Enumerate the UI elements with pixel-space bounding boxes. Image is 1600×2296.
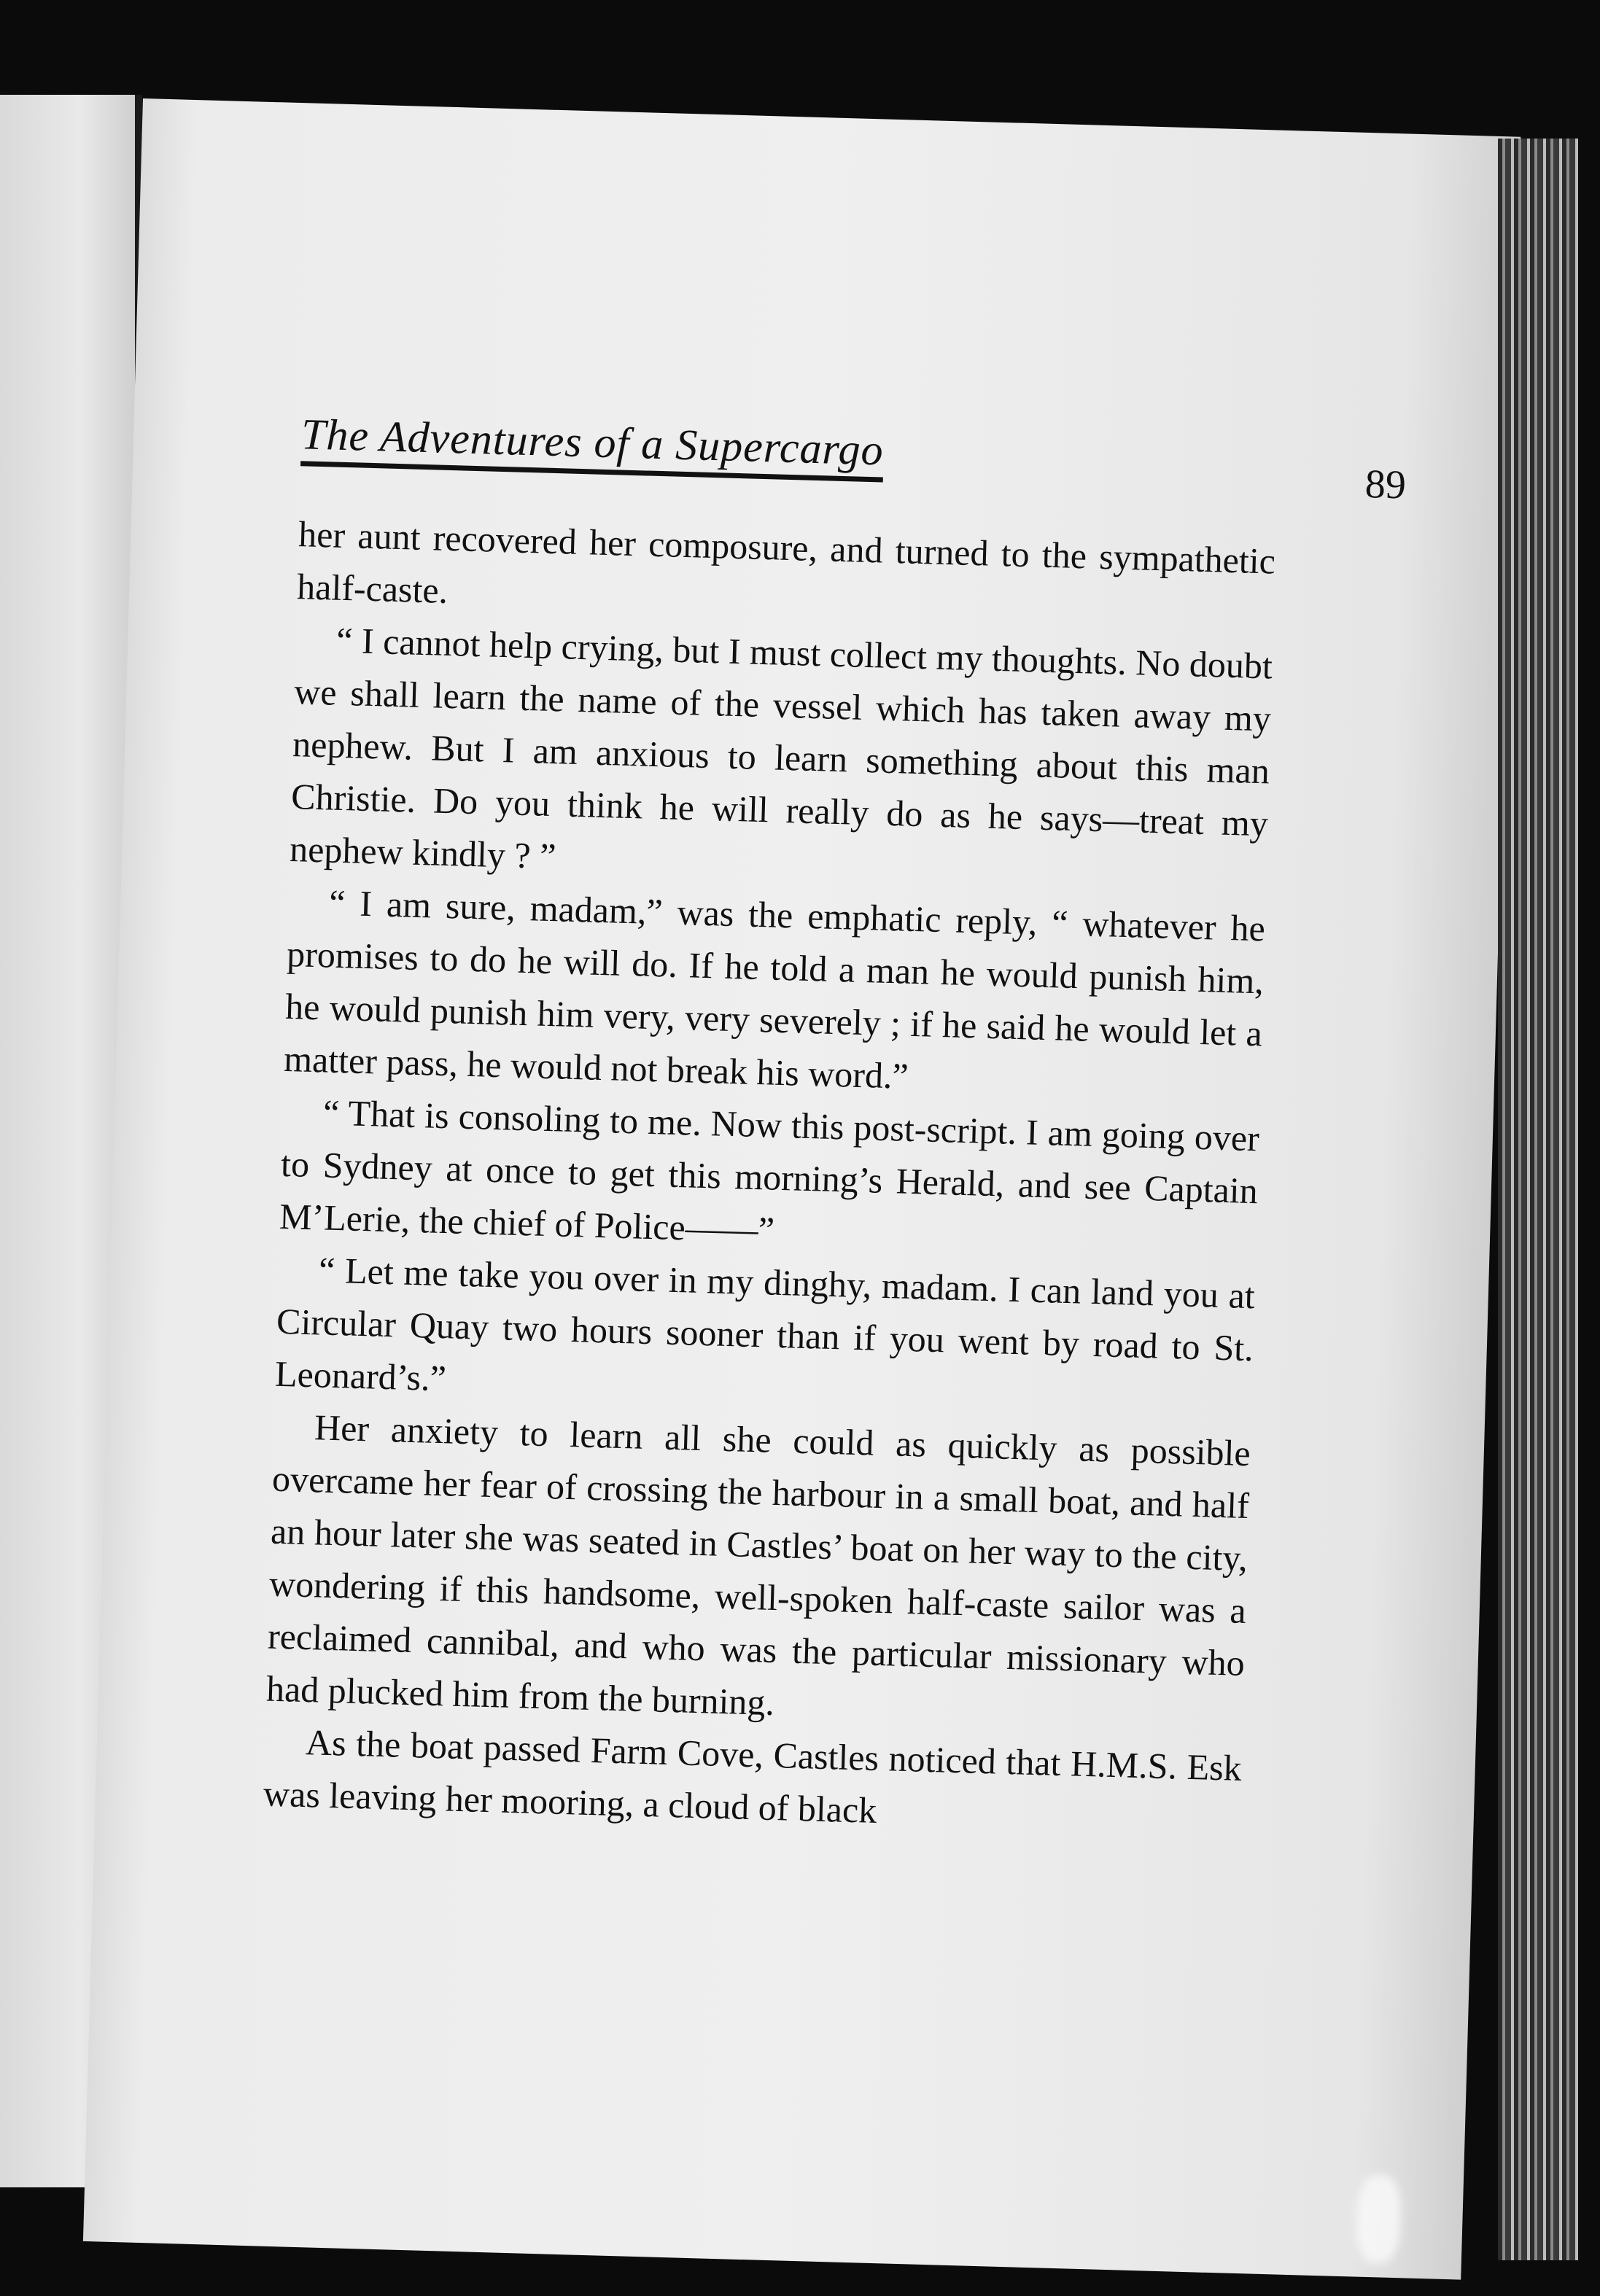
paragraph: her aunt recovered her composure, and turned to the sympathetic half-caste. (296, 513, 1276, 611)
page-smudge (1356, 2175, 1402, 2264)
body-text (263, 507, 1276, 1847)
paragraph: “ That is consoling to me. Now this post-script. I am going over to Sydney at once to get this morning’s Herald, and see Captain M’Lerie, the chief of Police——” (279, 1091, 1260, 1250)
page-content (263, 300, 1407, 1832)
paragraph: “ I cannot help crying, but I must collect my thoughts. No doubt we shall learn the name of the vessel which has taken away my nephew. But I am anxious to learn something about this man Christie. Do you think he will really do as he says—treat my nephew kindly ? ” (289, 619, 1273, 877)
paragraph: “ I am sure, madam,” was the emphatic reply, “ whatever he promises to do he will do. If he told a man he would punish him, he would punish him very, very severely ; if he said he would let a matter pass, he would not break his word.” (283, 882, 1266, 1097)
page-edges (1498, 139, 1578, 2260)
paragraph: Her anxiety to learn all she could as quickly as possible overcame her fear of crossing the harbour in a small boat, and half an hour later she was seated in Castles’ boat on her way to the city, wondering if this handsome, well-spoken half-caste sailor was a reclaimed cannibal, and who was the particular missionary who had plucked him from the burning. (265, 1406, 1251, 1724)
running-title: The Adventures of a Supercargo (300, 409, 885, 482)
paragraph: As the boat passed Farm Cove, Castles noticed that H.M.S. Esk was leaving her mooring, a cloud of black (263, 1721, 1243, 1832)
page-number: 89 (1364, 462, 1407, 508)
book-page (83, 98, 1521, 2280)
paragraph: “ Let me take you over in my dinghy, madam. I can land you at Circular Quay two hours sooner than if you went by road to St. Leonard’s.” (274, 1249, 1256, 1399)
